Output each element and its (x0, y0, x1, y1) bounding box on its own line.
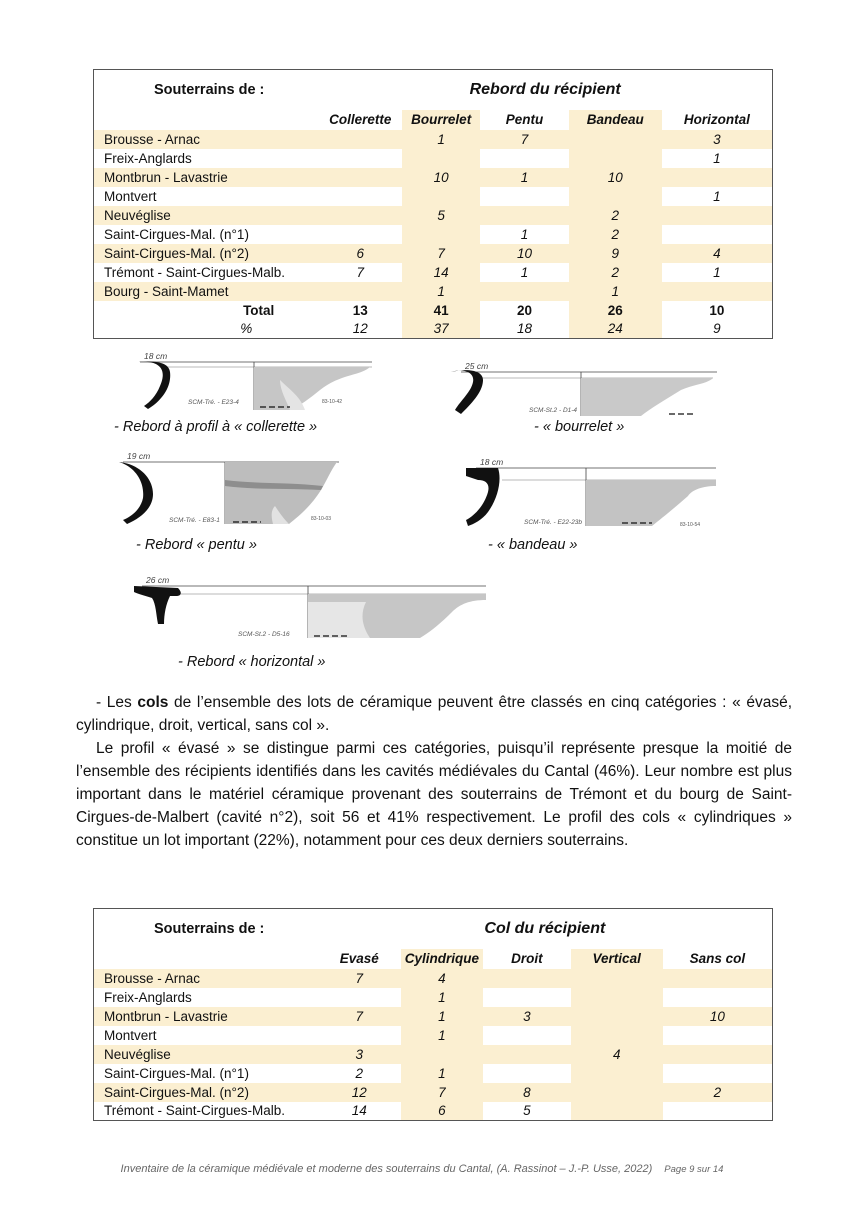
percent-cell: 12 (318, 320, 402, 339)
row-count-cell: 1 (662, 263, 773, 282)
rim-drawing-bandeau (462, 456, 720, 528)
row-count-cell: 5 (402, 206, 480, 225)
specimen-ref: 83-10-42 (322, 399, 343, 405)
row-count-cell: 1 (662, 149, 773, 168)
total-cell: 41 (402, 301, 480, 320)
row-count-cell (571, 1026, 663, 1045)
specimen-code: SCM-Tré. - E22-23b (524, 519, 583, 526)
row-count-cell (318, 1026, 401, 1045)
column-header: Cylindrique (401, 949, 483, 969)
table-row (94, 168, 773, 187)
row-count-cell (569, 149, 662, 168)
row-site-name: Trémont - Saint-Cirgues-Malb. (94, 1102, 318, 1121)
row-count-cell (662, 206, 773, 225)
row-count-cell (483, 1026, 571, 1045)
row-count-cell (571, 1083, 663, 1102)
row-count-cell (663, 1026, 773, 1045)
row-count-cell (662, 225, 773, 244)
row-count-cell (571, 969, 663, 988)
total-row (94, 301, 773, 320)
row-count-cell: 3 (483, 1007, 571, 1026)
row-count-cell (663, 1064, 773, 1083)
row-site-name: Saint-Cirgues-Mal. (n°2) (94, 244, 319, 263)
row-count-cell: 9 (569, 244, 662, 263)
row-count-cell (318, 988, 401, 1007)
row-count-cell (480, 282, 569, 301)
table-row (94, 130, 773, 149)
diameter-label: 25 cm (465, 361, 489, 371)
total-cell: 13 (318, 301, 402, 320)
column-header-row (94, 949, 773, 969)
row-site-name: Brousse - Arnac (94, 969, 318, 988)
row-count-cell (483, 1064, 571, 1083)
table-title-left: Souterrains de : (94, 909, 318, 949)
row-count-cell (402, 187, 480, 206)
page-footer (0, 1163, 844, 1175)
paragraph-bold-term: cols (137, 694, 169, 711)
row-site-name: Montbrun - Lavastrie (94, 1007, 318, 1026)
diameter-label: 18 cm (144, 351, 168, 361)
row-count-cell: 6 (318, 244, 402, 263)
row-count-cell (318, 225, 402, 244)
percent-cell: 24 (569, 320, 662, 339)
table-row (94, 1045, 773, 1064)
row-count-cell: 1 (480, 225, 569, 244)
row-site-name: Freix-Anglards (94, 149, 319, 168)
row-count-cell (483, 988, 571, 1007)
row-site-name: Bourg - Saint-Mamet (94, 282, 319, 301)
table-row (94, 1064, 773, 1083)
table-row (94, 1007, 773, 1026)
total-label: Total (94, 301, 319, 320)
row-count-cell: 1 (662, 187, 773, 206)
row-count-cell: 7 (318, 1007, 401, 1026)
column-header: Horizontal (662, 110, 773, 130)
row-count-cell (318, 187, 402, 206)
table-title-row (94, 70, 773, 110)
row-count-cell (318, 282, 402, 301)
table-body (94, 130, 773, 301)
table-row (94, 187, 773, 206)
row-count-cell: 7 (480, 130, 569, 149)
table-row (94, 206, 773, 225)
footer-citation: Inventaire de la céramique médiévale et moderne des souterrains du Cantal, (A. Rassinot – J.-P. Usse, 2022) (120, 1163, 653, 1175)
column-header: Bourrelet (402, 110, 480, 130)
caption-collerette: - Rebord à profil à « collerette » (114, 419, 318, 435)
row-count-cell (483, 969, 571, 988)
row-count-cell: 2 (569, 206, 662, 225)
row-count-cell: 1 (402, 130, 480, 149)
row-count-cell (663, 1102, 773, 1121)
table-title-row (94, 909, 773, 949)
table-title-right: Col du récipient (318, 909, 773, 949)
specimen-code: SCM-St.2 - D1-4 (529, 407, 578, 414)
row-count-cell: 1 (569, 282, 662, 301)
percent-cell: 18 (480, 320, 569, 339)
caption-pentu: - Rebord « pentu » (136, 537, 257, 553)
table-row (94, 225, 773, 244)
row-count-cell: 1 (480, 263, 569, 282)
paragraph-cols-intro (76, 691, 792, 737)
row-site-name: Neuvéglise (94, 1045, 318, 1064)
row-count-cell (571, 1007, 663, 1026)
rim-drawing-pentu (115, 450, 343, 526)
row-site-name: Freix-Anglards (94, 988, 318, 1007)
column-header: Sans col (663, 949, 773, 969)
table-row (94, 263, 773, 282)
row-count-cell (663, 988, 773, 1007)
row-count-cell (663, 1045, 773, 1064)
rim-drawing-bourrelet (445, 360, 720, 418)
row-count-cell (480, 149, 569, 168)
row-count-cell (571, 1102, 663, 1121)
percent-row (94, 320, 773, 339)
rim-drawing-collerette (130, 350, 375, 412)
row-count-cell: 12 (318, 1083, 401, 1102)
row-count-cell: 4 (401, 969, 483, 988)
row-count-cell (318, 168, 402, 187)
row-site-name: Neuvéglise (94, 206, 319, 225)
row-count-cell: 2 (569, 263, 662, 282)
table-row (94, 244, 773, 263)
specimen-code: SCM-St.2 - D5-16 (238, 631, 290, 638)
row-count-cell (571, 988, 663, 1007)
diameter-label: 19 cm (127, 451, 151, 461)
row-count-cell (318, 206, 402, 225)
row-count-cell: 2 (663, 1083, 773, 1102)
row-count-cell: 1 (480, 168, 569, 187)
column-header: Pentu (480, 110, 569, 130)
paragraph-evase-profile: Le profil « évasé » se distingue parmi ces catégories, puisqu’il représente presque la moitié de l’ensemble des récipients identifiés dans les cavités médiévales du Cantal (46%). Leur nombre est plus important dans le matériel céramique provenant des souterrains de Trémont et du bourg de Saint-Cirgues-de-Malbert (cavité n°2), soit 56 et 41% respectivement. Le profil des cols « cylindriques » constitue un lot important (22%), notamment pour ces deux derniers souterrains. (76, 740, 792, 849)
row-count-cell: 7 (402, 244, 480, 263)
row-count-cell: 6 (401, 1102, 483, 1121)
row-count-cell: 10 (402, 168, 480, 187)
table-row (94, 969, 773, 988)
row-count-cell: 10 (663, 1007, 773, 1026)
paragraph-text: - Les (96, 694, 138, 711)
column-header: Collerette (318, 110, 402, 130)
row-count-cell: 1 (401, 988, 483, 1007)
row-count-cell: 7 (318, 969, 401, 988)
row-site-name: Trémont - Saint-Cirgues-Malb. (94, 263, 319, 282)
row-count-cell (571, 1064, 663, 1083)
table-row (94, 988, 773, 1007)
diameter-label: 26 cm (146, 575, 170, 585)
column-header: Droit (483, 949, 571, 969)
row-count-cell (662, 282, 773, 301)
row-count-cell: 14 (318, 1102, 401, 1121)
row-site-name: Brousse - Arnac (94, 130, 319, 149)
total-cell: 26 (569, 301, 662, 320)
column-header-row (94, 110, 773, 130)
column-header: Evasé (318, 949, 401, 969)
row-count-cell (480, 187, 569, 206)
caption-bourrelet: - « bourrelet » (534, 419, 625, 435)
paragraph-text: de l’ensemble des lots de céramique peuvent être classés en cinq catégories : « évasé, cylindrique, droit, vertical, sans col ». (76, 694, 792, 734)
caption-bandeau: - « bandeau » (488, 537, 578, 553)
table-body (94, 969, 773, 1121)
row-site-name: Montvert (94, 1026, 318, 1045)
row-count-cell: 3 (662, 130, 773, 149)
row-count-cell (569, 130, 662, 149)
total-cell: 20 (480, 301, 569, 320)
row-count-cell: 3 (318, 1045, 401, 1064)
rim-table (93, 69, 773, 339)
row-count-cell: 7 (401, 1083, 483, 1102)
page-number: Page 9 sur 14 (664, 1164, 724, 1175)
specimen-code: SCM-Tré. - E23-4 (188, 399, 239, 406)
table-row (94, 149, 773, 168)
row-count-cell: 2 (318, 1064, 401, 1083)
row-count-cell: 5 (483, 1102, 571, 1121)
total-cell: 10 (662, 301, 773, 320)
row-site-name: Montvert (94, 187, 319, 206)
row-count-cell: 10 (569, 168, 662, 187)
table-title-right: Rebord du récipient (318, 70, 772, 110)
row-count-cell: 4 (571, 1045, 663, 1064)
row-count-cell (663, 969, 773, 988)
table-row (94, 1083, 773, 1102)
row-count-cell: 1 (402, 282, 480, 301)
row-count-cell (318, 149, 402, 168)
row-count-cell: 4 (662, 244, 773, 263)
row-count-cell: 7 (318, 263, 402, 282)
row-count-cell: 14 (402, 263, 480, 282)
row-count-cell (480, 206, 569, 225)
caption-horizontal: - Rebord « horizontal » (178, 654, 326, 670)
row-count-cell (402, 149, 480, 168)
row-count-cell: 1 (401, 1007, 483, 1026)
row-count-cell: 8 (483, 1083, 571, 1102)
specimen-code: SCM-Tré. - E83-1 (169, 517, 220, 524)
specimen-ref: 83-10-54 (680, 522, 701, 528)
row-count-cell: 2 (569, 225, 662, 244)
percent-label: % (94, 320, 319, 339)
row-count-cell (402, 225, 480, 244)
percent-cell: 9 (662, 320, 773, 339)
row-site-name: Saint-Cirgues-Mal. (n°2) (94, 1083, 318, 1102)
table-title-left: Souterrains de : (94, 70, 319, 110)
row-count-cell (318, 130, 402, 149)
row-count-cell: 1 (401, 1026, 483, 1045)
row-count-cell (401, 1045, 483, 1064)
row-count-cell (662, 168, 773, 187)
table-row (94, 282, 773, 301)
rim-drawing-horizontal (130, 574, 490, 640)
table-row (94, 1026, 773, 1045)
row-count-cell: 1 (401, 1064, 483, 1083)
column-header: Vertical (571, 949, 663, 969)
table-row (94, 1102, 773, 1121)
diameter-label: 18 cm (480, 457, 504, 467)
neck-table (93, 908, 773, 1121)
percent-cell: 37 (402, 320, 480, 339)
row-count-cell (569, 187, 662, 206)
row-count-cell (483, 1045, 571, 1064)
row-count-cell: 10 (480, 244, 569, 263)
row-site-name: Saint-Cirgues-Mal. (n°1) (94, 225, 319, 244)
row-site-name: Montbrun - Lavastrie (94, 168, 319, 187)
column-header: Bandeau (569, 110, 662, 130)
specimen-ref: 83-10-03 (311, 516, 332, 522)
row-site-name: Saint-Cirgues-Mal. (n°1) (94, 1064, 318, 1083)
